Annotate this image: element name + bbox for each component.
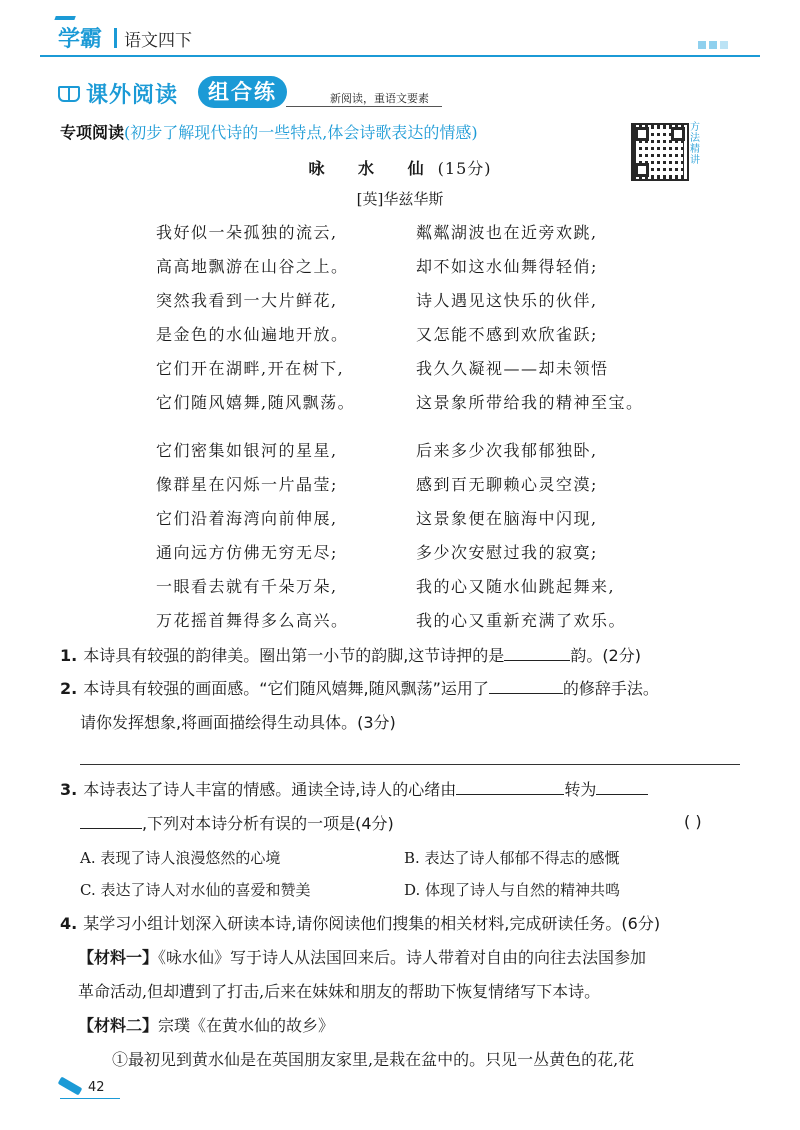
- question-text: ,下列对本诗分析有误的一项是(4分): [142, 814, 394, 833]
- question-text: 本诗表达了诗人丰富的情感。通读全诗,诗人的心绪由: [83, 780, 457, 799]
- stanza1-left: [156, 216, 355, 420]
- poem-line: 我久久凝视——却未领悟: [416, 359, 609, 378]
- option-c[interactable]: C. 表达了诗人对水仙的喜爱和赞美: [80, 881, 311, 899]
- question-text: 韵。(2分): [570, 646, 641, 665]
- question-number: 1.: [60, 646, 78, 665]
- question-2: [60, 673, 659, 705]
- answer-blank[interactable]: [456, 777, 564, 795]
- intro: [60, 120, 478, 143]
- material-1: [78, 942, 646, 974]
- footer-rule: [60, 1098, 120, 1099]
- pencil-icon: [58, 1077, 83, 1096]
- poem-author: [英]华兹华斯: [356, 190, 444, 208]
- poem-line: 突然我看到一大片鲜花,: [156, 291, 338, 310]
- question-3: [60, 774, 648, 806]
- intro-note: (初步了解现代诗的一些特点,体会诗歌表达的情感): [124, 123, 478, 142]
- material-1-text: 革命活动,但却遭到了打击,后来在妹妹和朋友的帮助下恢复情绪写下本诗。: [78, 982, 601, 1001]
- question-1: [60, 640, 641, 672]
- option-b[interactable]: B. 表达了诗人郁郁不得志的感慨: [404, 849, 620, 867]
- poem-line: 我的心又随水仙跳起舞来,: [416, 577, 616, 596]
- question-3-cont: [80, 808, 394, 840]
- answer-bracket[interactable]: ( ): [684, 812, 702, 831]
- option-d[interactable]: D. 体现了诗人与自然的精神共鸣: [404, 881, 621, 899]
- question-text: 的修辞手法。: [562, 679, 659, 698]
- material-1-title: 【材料一】: [78, 948, 159, 967]
- material-1-text: 《咏水仙》写于诗人从法国回来后。诗人带着对自由的向往去法国参加: [158, 948, 647, 967]
- poem-line: 多少次安慰过我的寂寞;: [416, 543, 598, 562]
- poem-line: 却不如这水仙舞得轻俏;: [416, 257, 598, 276]
- poem-line: 一眼看去就有千朵万朵,: [156, 577, 338, 596]
- poem-title-text: 咏 水 仙: [308, 159, 438, 178]
- material-2-text: ①最初见到黄水仙是在英国朋友家里,是栽在盆中的。只见一丛黄色的花,花: [112, 1050, 635, 1069]
- answer-line[interactable]: [80, 764, 740, 765]
- poem-line: 感到百无聊赖心灵空漠;: [416, 475, 598, 494]
- poem-line: 我的心又重新充满了欢乐。: [416, 611, 627, 630]
- stanza2-right: [416, 434, 626, 638]
- section-badge: 组合练: [198, 76, 287, 108]
- question-number: 3.: [60, 780, 78, 799]
- poem-line: 它们密集如银河的星星,: [156, 441, 338, 460]
- section-tag: 新阅读，重语文要素: [330, 92, 429, 105]
- question-2-cont: 请你发挥想象,将画面描绘得生动具体。(3分): [80, 713, 396, 732]
- question-text: 本诗具有较强的画面感。“它们随风嬉舞,随风飘荡”运用了: [83, 679, 489, 698]
- poem-line: 我好似一朵孤独的流云,: [156, 223, 338, 242]
- deco-square: [698, 41, 706, 49]
- qr-tag: 方法精讲: [690, 122, 700, 166]
- deco-square: [720, 41, 728, 49]
- poem-line: 又怎能不感到欢欣雀跃;: [416, 325, 598, 344]
- material-2-title: 【材料二】: [78, 1016, 159, 1035]
- question-number: 4.: [60, 914, 78, 933]
- question-text: 某学习小组计划深入研读本诗,请你阅读他们搜集的相关材料,完成研读任务。(6分): [83, 914, 661, 933]
- material-2: [78, 1010, 334, 1042]
- poem-line: 这景象便在脑海中闪现,: [416, 509, 598, 528]
- answer-blank[interactable]: [504, 643, 570, 661]
- header-rule: [40, 55, 760, 57]
- question-text: 转为: [564, 780, 597, 799]
- poem-line: 这景象所带给我的精神至宝。: [416, 393, 644, 412]
- stanza2-left: [156, 434, 349, 638]
- material-2-subtitle: 宗璞《在黄水仙的故乡》: [158, 1016, 335, 1035]
- subject-label: 语文四下: [124, 31, 192, 51]
- poem-line: 通向远方仿佛无穷无尽;: [156, 543, 338, 562]
- poem-score: (15分): [437, 159, 492, 178]
- poem-line: 粼粼湖波也在近旁欢跳,: [416, 223, 598, 242]
- book-icon: [58, 86, 80, 102]
- poem-line: 是金色的水仙遍地开放。: [156, 325, 349, 344]
- brand-logo: 学霸: [58, 27, 103, 52]
- answer-blank[interactable]: [489, 676, 563, 694]
- question-text: 本诗具有较强的韵律美。圈出第一小节的韵脚,这节诗押的是: [83, 646, 505, 665]
- option-a[interactable]: A. 表现了诗人浪漫悠然的心境: [80, 849, 281, 867]
- poem-line: 诗人遇见这快乐的伙伴,: [416, 291, 598, 310]
- poem-line: 后来多少次我郁郁独卧,: [416, 441, 598, 460]
- section-underline: [286, 106, 442, 107]
- poem-line: 高高地飘游在山谷之上。: [156, 257, 349, 276]
- deco-square: [709, 41, 717, 49]
- poem-line: 万花摇首舞得多么高兴。: [156, 611, 349, 630]
- brand-divider: [114, 28, 117, 48]
- page-number: 42: [88, 1080, 105, 1095]
- poem-line: 它们沿着海湾向前伸展,: [156, 509, 338, 528]
- poem-title: [0, 156, 800, 179]
- stanza1-right: [416, 216, 644, 420]
- answer-blank[interactable]: [596, 777, 648, 795]
- poem-line: 它们开在湖畔,开在树下,: [156, 359, 345, 378]
- section-title: 课外阅读: [86, 83, 179, 108]
- question-4: [60, 908, 660, 940]
- answer-blank[interactable]: [80, 811, 142, 829]
- poem-line: 像群星在闪烁一片晶莹;: [156, 475, 338, 494]
- question-number: 2.: [60, 679, 78, 698]
- poem-line: 它们随风嬉舞,随风飘荡。: [156, 393, 356, 412]
- intro-label: 专项阅读: [60, 123, 125, 142]
